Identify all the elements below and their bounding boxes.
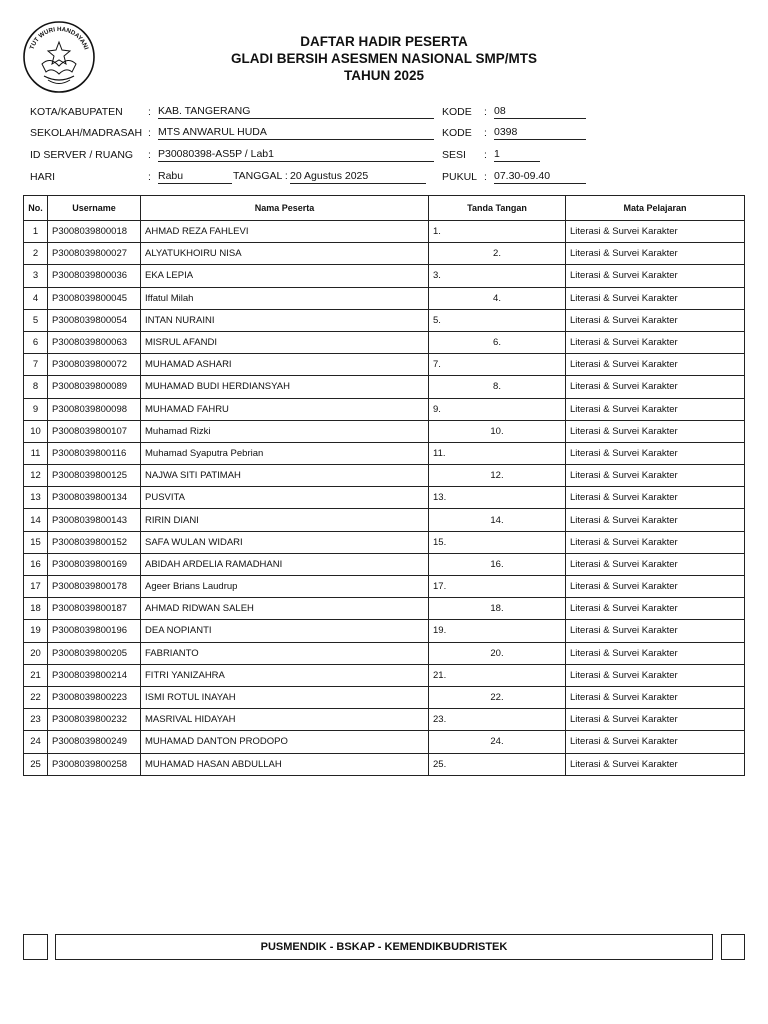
row-subject: Literasi & Survei Karakter bbox=[566, 420, 745, 442]
colon: : bbox=[484, 106, 487, 118]
row-signature: 6. bbox=[429, 331, 566, 353]
row-name: FITRI YANIZAHRA bbox=[141, 664, 429, 686]
row-number: 4 bbox=[24, 287, 48, 309]
row-username: P3008039800249 bbox=[48, 731, 141, 753]
row-subject: Literasi & Survei Karakter bbox=[566, 465, 745, 487]
row-subject: Literasi & Survei Karakter bbox=[566, 221, 745, 243]
row-subject: Literasi & Survei Karakter bbox=[566, 442, 745, 464]
table-row bbox=[24, 221, 745, 243]
row-number: 7 bbox=[24, 354, 48, 376]
sesi-value: 1 bbox=[494, 148, 540, 162]
table-row bbox=[24, 686, 745, 708]
row-username: P3008039800054 bbox=[48, 309, 141, 331]
table-row bbox=[24, 598, 745, 620]
row-username: P3008039800152 bbox=[48, 531, 141, 553]
row-name: NAJWA SITI PATIMAH bbox=[141, 465, 429, 487]
table-row bbox=[24, 709, 745, 731]
row-username: P3008039800223 bbox=[48, 686, 141, 708]
row-name: FABRIANTO bbox=[141, 642, 429, 664]
table-row bbox=[24, 398, 745, 420]
tut-wuri-handayani-logo bbox=[22, 20, 96, 94]
hari-label: HARI bbox=[30, 171, 56, 183]
row-username: P3008039800196 bbox=[48, 620, 141, 642]
row-username: P3008039800232 bbox=[48, 709, 141, 731]
row-name: MUHAMAD ASHARI bbox=[141, 354, 429, 376]
row-name: Ageer Brians Laudrup bbox=[141, 576, 429, 598]
row-subject: Literasi & Survei Karakter bbox=[566, 531, 745, 553]
kode1-value: 08 bbox=[494, 105, 586, 119]
row-signature: 1. bbox=[429, 221, 566, 243]
row-subject: Literasi & Survei Karakter bbox=[566, 509, 745, 531]
row-number: 9 bbox=[24, 398, 48, 420]
sekolah-value: MTS ANWARUL HUDA bbox=[158, 126, 434, 140]
row-username: P3008039800045 bbox=[48, 287, 141, 309]
row-subject: Literasi & Survei Karakter bbox=[566, 243, 745, 265]
table-row bbox=[24, 487, 745, 509]
row-signature: 24. bbox=[429, 731, 566, 753]
row-subject: Literasi & Survei Karakter bbox=[566, 753, 745, 775]
row-name: MASRIVAL HIDAYAH bbox=[141, 709, 429, 731]
row-subject: Literasi & Survei Karakter bbox=[566, 731, 745, 753]
tanggal-label: TANGGAL : bbox=[233, 170, 288, 182]
row-name: RIRIN DIANI bbox=[141, 509, 429, 531]
colon: : bbox=[148, 106, 151, 118]
server-label: ID SERVER / RUANG bbox=[30, 149, 134, 161]
row-signature: 17. bbox=[429, 576, 566, 598]
sesi-label: SESI bbox=[442, 149, 466, 161]
row-number: 15 bbox=[24, 531, 48, 553]
row-username: P3008039800018 bbox=[48, 221, 141, 243]
table-row bbox=[24, 465, 745, 487]
table-row bbox=[24, 376, 745, 398]
pukul-value: 07.30-09.40 bbox=[494, 170, 586, 184]
title-line-3: TAHUN 2025 bbox=[343, 68, 425, 83]
footer-left-box bbox=[23, 934, 48, 960]
row-name: ALYATUKHOIRU NISA bbox=[141, 243, 429, 265]
row-signature: 5. bbox=[429, 309, 566, 331]
table-row bbox=[24, 753, 745, 775]
row-signature: 18. bbox=[429, 598, 566, 620]
table-row bbox=[24, 265, 745, 287]
colon: : bbox=[148, 149, 151, 161]
row-number: 11 bbox=[24, 442, 48, 464]
table-row bbox=[24, 642, 745, 664]
colon: : bbox=[484, 171, 487, 183]
table-row bbox=[24, 576, 745, 598]
row-signature: 2. bbox=[429, 243, 566, 265]
row-signature: 20. bbox=[429, 642, 566, 664]
row-name: AHMAD RIDWAN SALEH bbox=[141, 598, 429, 620]
footer-text: PUSMENDIK - BSKAP - KEMENDIKBUDRISTEK bbox=[55, 934, 713, 960]
table-header-row bbox=[24, 196, 745, 221]
table-body bbox=[24, 221, 745, 776]
hari-value: Rabu bbox=[158, 170, 232, 184]
kota-value: KAB. TANGERANG bbox=[158, 105, 434, 119]
row-subject: Literasi & Survei Karakter bbox=[566, 686, 745, 708]
row-number: 3 bbox=[24, 265, 48, 287]
row-username: P3008039800089 bbox=[48, 376, 141, 398]
row-name: MISRUL AFANDI bbox=[141, 331, 429, 353]
row-signature: 11. bbox=[429, 442, 566, 464]
row-username: P3008039800169 bbox=[48, 553, 141, 575]
row-name: INTAN NURAINI bbox=[141, 309, 429, 331]
row-signature: 8. bbox=[429, 376, 566, 398]
row-subject: Literasi & Survei Karakter bbox=[566, 309, 745, 331]
kode2-value: 0398 bbox=[494, 126, 586, 140]
row-subject: Literasi & Survei Karakter bbox=[566, 576, 745, 598]
row-name: AHMAD REZA FAHLEVI bbox=[141, 221, 429, 243]
row-subject: Literasi & Survei Karakter bbox=[566, 642, 745, 664]
kode1-label: KODE bbox=[442, 106, 472, 118]
row-number: 16 bbox=[24, 553, 48, 575]
row-signature: 22. bbox=[429, 686, 566, 708]
table-row bbox=[24, 243, 745, 265]
row-subject: Literasi & Survei Karakter bbox=[566, 598, 745, 620]
row-subject: Literasi & Survei Karakter bbox=[566, 265, 745, 287]
colon: : bbox=[484, 127, 487, 139]
table-row bbox=[24, 442, 745, 464]
row-number: 19 bbox=[24, 620, 48, 642]
colon: : bbox=[484, 149, 487, 161]
row-name: Muhamad Rizki bbox=[141, 420, 429, 442]
tanggal-value: 20 Agustus 2025 bbox=[290, 170, 426, 184]
row-subject: Literasi & Survei Karakter bbox=[566, 398, 745, 420]
row-username: P3008039800205 bbox=[48, 642, 141, 664]
row-username: P3008039800027 bbox=[48, 243, 141, 265]
table-row bbox=[24, 531, 745, 553]
kota-label: KOTA/KABUPATEN bbox=[30, 106, 123, 118]
header-no: No. bbox=[24, 196, 48, 221]
row-number: 2 bbox=[24, 243, 48, 265]
header-name: Nama Peserta bbox=[141, 196, 429, 221]
attendance-table bbox=[23, 195, 745, 776]
row-username: P3008039800072 bbox=[48, 354, 141, 376]
row-username: P3008039800036 bbox=[48, 265, 141, 287]
row-name: PUSVITA bbox=[141, 487, 429, 509]
row-number: 17 bbox=[24, 576, 48, 598]
row-username: P3008039800187 bbox=[48, 598, 141, 620]
row-subject: Literasi & Survei Karakter bbox=[566, 664, 745, 686]
row-name: Iffatul Milah bbox=[141, 287, 429, 309]
row-number: 23 bbox=[24, 709, 48, 731]
table-row bbox=[24, 309, 745, 331]
row-number: 12 bbox=[24, 465, 48, 487]
row-name: MUHAMAD DANTON PRODOPO bbox=[141, 731, 429, 753]
colon: : bbox=[148, 127, 151, 139]
server-value: P30080398-AS5P / Lab1 bbox=[158, 148, 434, 162]
row-signature: 14. bbox=[429, 509, 566, 531]
row-signature: 25. bbox=[429, 753, 566, 775]
row-number: 5 bbox=[24, 309, 48, 331]
row-signature: 3. bbox=[429, 265, 566, 287]
logo-text: TUT WURI HANDAYANI bbox=[28, 25, 90, 51]
colon: : bbox=[148, 171, 151, 183]
row-name: MUHAMAD FAHRU bbox=[141, 398, 429, 420]
table-row bbox=[24, 620, 745, 642]
row-subject: Literasi & Survei Karakter bbox=[566, 553, 745, 575]
row-signature: 21. bbox=[429, 664, 566, 686]
row-number: 13 bbox=[24, 487, 48, 509]
table-row bbox=[24, 509, 745, 531]
row-subject: Literasi & Survei Karakter bbox=[566, 376, 745, 398]
row-number: 10 bbox=[24, 420, 48, 442]
table-row bbox=[24, 287, 745, 309]
title-line-2: GLADI BERSIH ASESMEN NASIONAL SMP/MTS bbox=[230, 51, 538, 66]
footer-right-box bbox=[721, 934, 745, 960]
row-number: 1 bbox=[24, 221, 48, 243]
row-signature: 23. bbox=[429, 709, 566, 731]
row-username: P3008039800098 bbox=[48, 398, 141, 420]
row-name: SAFA WULAN WIDARI bbox=[141, 531, 429, 553]
row-signature: 7. bbox=[429, 354, 566, 376]
row-subject: Literasi & Survei Karakter bbox=[566, 620, 745, 642]
row-subject: Literasi & Survei Karakter bbox=[566, 354, 745, 376]
row-number: 14 bbox=[24, 509, 48, 531]
row-name: DEA NOPIANTI bbox=[141, 620, 429, 642]
row-subject: Literasi & Survei Karakter bbox=[566, 331, 745, 353]
row-username: P3008039800258 bbox=[48, 753, 141, 775]
row-subject: Literasi & Survei Karakter bbox=[566, 287, 745, 309]
row-number: 18 bbox=[24, 598, 48, 620]
row-username: P3008039800107 bbox=[48, 420, 141, 442]
title-line-1: DAFTAR HADIR PESERTA bbox=[300, 34, 468, 49]
row-signature: 9. bbox=[429, 398, 566, 420]
kode2-label: KODE bbox=[442, 127, 472, 139]
header-username: Username bbox=[48, 196, 141, 221]
header-signature: Tanda Tangan bbox=[429, 196, 566, 221]
table-row bbox=[24, 664, 745, 686]
row-username: P3008039800143 bbox=[48, 509, 141, 531]
row-name: Muhamad Syaputra Pebrian bbox=[141, 442, 429, 464]
table-row bbox=[24, 553, 745, 575]
row-subject: Literasi & Survei Karakter bbox=[566, 709, 745, 731]
row-name: MUHAMAD HASAN ABDULLAH bbox=[141, 753, 429, 775]
row-name: ISMI ROTUL INAYAH bbox=[141, 686, 429, 708]
row-signature: 12. bbox=[429, 465, 566, 487]
row-number: 25 bbox=[24, 753, 48, 775]
row-signature: 4. bbox=[429, 287, 566, 309]
row-name: MUHAMAD BUDI HERDIANSYAH bbox=[141, 376, 429, 398]
table-row bbox=[24, 731, 745, 753]
row-name: EKA LEPIA bbox=[141, 265, 429, 287]
row-number: 6 bbox=[24, 331, 48, 353]
table-row bbox=[24, 354, 745, 376]
row-username: P3008039800214 bbox=[48, 664, 141, 686]
row-username: P3008039800125 bbox=[48, 465, 141, 487]
row-number: 24 bbox=[24, 731, 48, 753]
sekolah-label: SEKOLAH/MADRASAH bbox=[30, 127, 143, 139]
row-subject: Literasi & Survei Karakter bbox=[566, 487, 745, 509]
row-number: 20 bbox=[24, 642, 48, 664]
row-number: 8 bbox=[24, 376, 48, 398]
row-signature: 10. bbox=[429, 420, 566, 442]
row-signature: 13. bbox=[429, 487, 566, 509]
row-username: P3008039800134 bbox=[48, 487, 141, 509]
row-username: P3008039800116 bbox=[48, 442, 141, 464]
row-name: ABIDAH ARDELIA RAMADHANI bbox=[141, 553, 429, 575]
row-signature: 19. bbox=[429, 620, 566, 642]
row-number: 21 bbox=[24, 664, 48, 686]
row-signature: 16. bbox=[429, 553, 566, 575]
row-username: P3008039800178 bbox=[48, 576, 141, 598]
table-row bbox=[24, 420, 745, 442]
pukul-label: PUKUL bbox=[442, 171, 478, 183]
row-number: 22 bbox=[24, 686, 48, 708]
row-username: P3008039800063 bbox=[48, 331, 141, 353]
header-subject: Mata Pelajaran bbox=[566, 196, 745, 221]
row-signature: 15. bbox=[429, 531, 566, 553]
table-row bbox=[24, 331, 745, 353]
